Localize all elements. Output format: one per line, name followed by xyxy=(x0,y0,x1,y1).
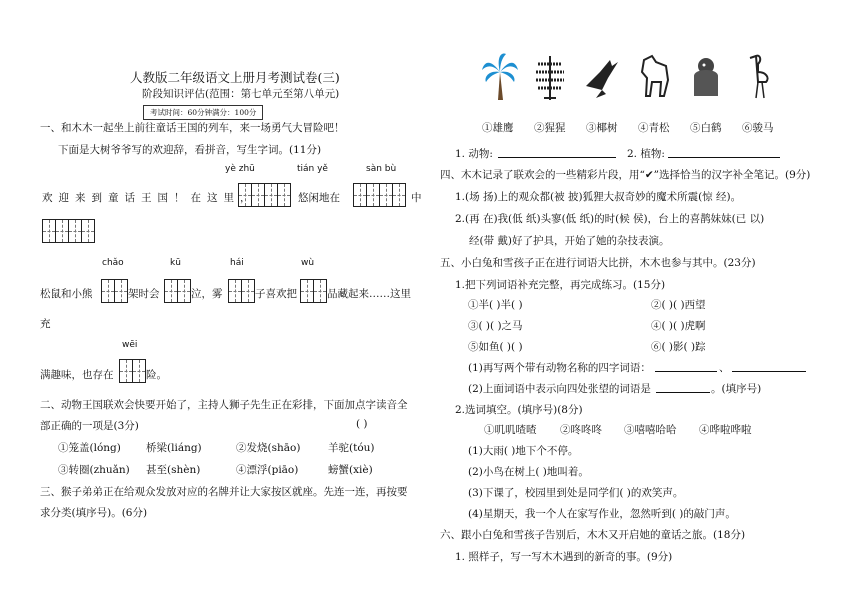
section-5-heading: 五、小白兔和雪孩子正在进行词语大比拼，木木也参与其中。(23分) xyxy=(440,257,756,269)
writing-grid-hai[interactable] xyxy=(228,279,255,303)
name-6: ⑥骏马 xyxy=(742,122,774,134)
pinyin-yezhu: yè zhū xyxy=(225,164,255,174)
name-5: ⑤白鹤 xyxy=(690,122,722,134)
section-2-heading-2: 部正确的一项是(3分) xyxy=(40,420,139,432)
pinyin-sanbu: sàn bù xyxy=(366,164,397,174)
pine-tree-icon xyxy=(530,50,570,102)
pinyin-hai: hái xyxy=(230,258,244,268)
animal-pictures xyxy=(478,48,778,104)
section-6-q1: 1. 照样子，写一写木木遇到的新奇的事。(9分) xyxy=(455,551,673,563)
horse-icon xyxy=(634,50,674,102)
palm-tree-icon xyxy=(480,50,520,102)
section-5-q1: 1.把下列词语补充完整，再完成练习。(15分) xyxy=(455,279,666,291)
option-1b: 桥梁(liáng) xyxy=(146,442,202,454)
blank-separator: 、 xyxy=(719,362,730,374)
animal-idiom-blank-2[interactable] xyxy=(732,360,806,372)
classify-plant-blank[interactable] xyxy=(668,146,780,158)
passage-line-1c: 中 xyxy=(411,192,422,204)
exam-subtitle: 阶段知识评估(范围：第七单元至第八单元) xyxy=(142,88,340,100)
word-option-4: ④哗啦哗啦 xyxy=(699,424,752,436)
exam-info-box: 考试时间：60分钟满分：100分 xyxy=(143,105,263,120)
word-option-1: ①叽叽喳喳 xyxy=(484,424,537,436)
writing-grid-ku[interactable] xyxy=(164,279,191,303)
fill-sentence-2[interactable]: (2)小鸟在树上( )地叫着。 xyxy=(468,466,589,478)
classify-animal-blank[interactable] xyxy=(498,146,616,158)
classify-animal-label: 1. 动物: xyxy=(455,148,493,160)
gorilla-icon xyxy=(686,50,726,102)
passage-line-4: 充 xyxy=(40,318,51,330)
idiom-2[interactable]: ②( )( )西望 xyxy=(651,299,706,311)
passage-line-3c: 泣，雾 xyxy=(191,288,223,300)
section-4-line-2: 2.(再 在)我(低 纸)头寥(低 纸)的时(候 侯)，台上的喜鹊妹妹(已 以) xyxy=(455,213,765,225)
fill-sentence-1[interactable]: (1)大雨( )地下个不停。 xyxy=(468,445,579,457)
eagle-icon xyxy=(582,50,622,102)
section-1-heading: 一、和木木一起坐上前往童话王国的列车，来一场勇气大冒险吧！ xyxy=(40,122,345,134)
passage-line-3b: 架时会 xyxy=(128,288,160,300)
section-5-sub-2-tail: 。(填序号) xyxy=(711,383,762,395)
option-4b: 螃蟹(xiè) xyxy=(328,464,373,476)
option-2a: ②发烧(shāo) xyxy=(236,442,301,454)
passage-line-3a: 松鼠和小熊 xyxy=(40,288,93,300)
section-2-answer-paren[interactable]: ( ) xyxy=(356,418,368,430)
option-1a: ①笼盖(lóng) xyxy=(58,442,121,454)
writing-grid-sanbu[interactable] xyxy=(42,219,95,243)
writing-grid-chao[interactable] xyxy=(101,279,128,303)
passage-line-3d: 子喜欢把 xyxy=(255,288,297,300)
pinyin-ku: kū xyxy=(170,258,181,268)
option-4a: ④漂浮(piāo) xyxy=(236,464,299,476)
idiom-6[interactable]: ⑥( )影( )踪 xyxy=(651,341,706,353)
pinyin-wu: wù xyxy=(301,258,315,268)
section-3-heading-2: 求分类(填序号)。(6分) xyxy=(40,507,148,519)
section-3-heading: 三、猴子弟弟正在给观众发放对应的名牌并让大家按区就座。先连一连，再按要 xyxy=(40,486,408,498)
crane-icon xyxy=(738,50,778,102)
section-5-q2: 2.选词填空。(填序号)(8分) xyxy=(455,404,583,416)
name-4: ④青松 xyxy=(638,122,670,134)
option-3b: 甚至(shèn) xyxy=(146,464,201,476)
pinyin-tianye: tián yě xyxy=(297,164,328,174)
passage-line-1a: 欢迎来到童话王国！在这里， xyxy=(42,192,257,204)
section-4-line-3: 经(带 戴)好了护具，开始了她的杂技表演。 xyxy=(469,235,670,247)
writing-grid-wu[interactable] xyxy=(300,279,327,303)
passage-line-3e: 品藏起来……这里 xyxy=(327,288,411,300)
fill-sentence-4[interactable]: (4)星期天，我一个人在家写作业，忽然听到( )的敲门声。 xyxy=(468,508,736,520)
passage-line-1b: 悠闲地在 xyxy=(298,192,340,204)
option-3a: ③转圈(zhuǎn) xyxy=(58,464,130,476)
option-2b: 羊驼(tóu) xyxy=(328,442,375,454)
animal-idiom-blank-1[interactable] xyxy=(655,360,717,372)
word-option-2: ②咚咚咚 xyxy=(560,424,602,436)
writing-grid-tianye[interactable] xyxy=(353,183,406,207)
name-1: ①雄鹰 xyxy=(482,122,514,134)
pinyin-wei: wēi xyxy=(122,340,138,350)
section-1-intro: 下面是大树爷爷写的欢迎辞，看拼音，写生字词。(11分) xyxy=(58,144,322,156)
name-2: ②猩猩 xyxy=(534,122,566,134)
passage-line-5a: 满趣味，也存在 xyxy=(40,369,114,381)
passage-line-5b: 险。 xyxy=(146,369,167,381)
idiom-4[interactable]: ④( )( )虎啊 xyxy=(651,320,706,332)
look-around-blank[interactable] xyxy=(656,381,710,393)
writing-grid-wei[interactable] xyxy=(119,359,146,383)
section-4-heading: 四、木木记录了联欢会的一些精彩片段，用“✔”选择恰当的汉字补全笔记。(9分) xyxy=(440,169,811,181)
idiom-5[interactable]: ⑤如鱼( )( ) xyxy=(468,341,523,353)
section-4-line-1: 1.(场 扬)上的观众都(被 披)狐狸大叔奇妙的魔术所震(惊 经)。 xyxy=(455,191,742,203)
pinyin-chao: chǎo xyxy=(102,258,124,268)
exam-title: 人教版二年级语文上册月考测试卷(三) xyxy=(130,70,340,85)
name-3: ③椰树 xyxy=(586,122,618,134)
section-5-sub-1: (1)再写两个带有动物名称的四字词语： xyxy=(468,362,651,374)
section-5-sub-2: (2)上面词语中表示向四处张望的词语是 xyxy=(468,383,651,395)
idiom-1[interactable]: ①半( )半( ) xyxy=(468,299,523,311)
section-6-heading: 六、跟小白兔和雪孩子告别后，木木又开启她的童话之旅。(18分) xyxy=(440,529,746,541)
word-option-3: ③嘻嘻哈哈 xyxy=(624,424,677,436)
section-2-heading: 二、动物王国联欢会快要开始了，主持人狮子先生正在彩排，下面加点字读音全 xyxy=(40,399,408,411)
writing-grid-yezhu[interactable] xyxy=(238,183,291,207)
classify-plant-label: 2. 植物: xyxy=(627,148,665,160)
fill-sentence-3[interactable]: (3)下课了，校园里到处是同学们( )的欢笑声。 xyxy=(468,487,684,499)
idiom-3[interactable]: ③( )( )之马 xyxy=(468,320,523,332)
